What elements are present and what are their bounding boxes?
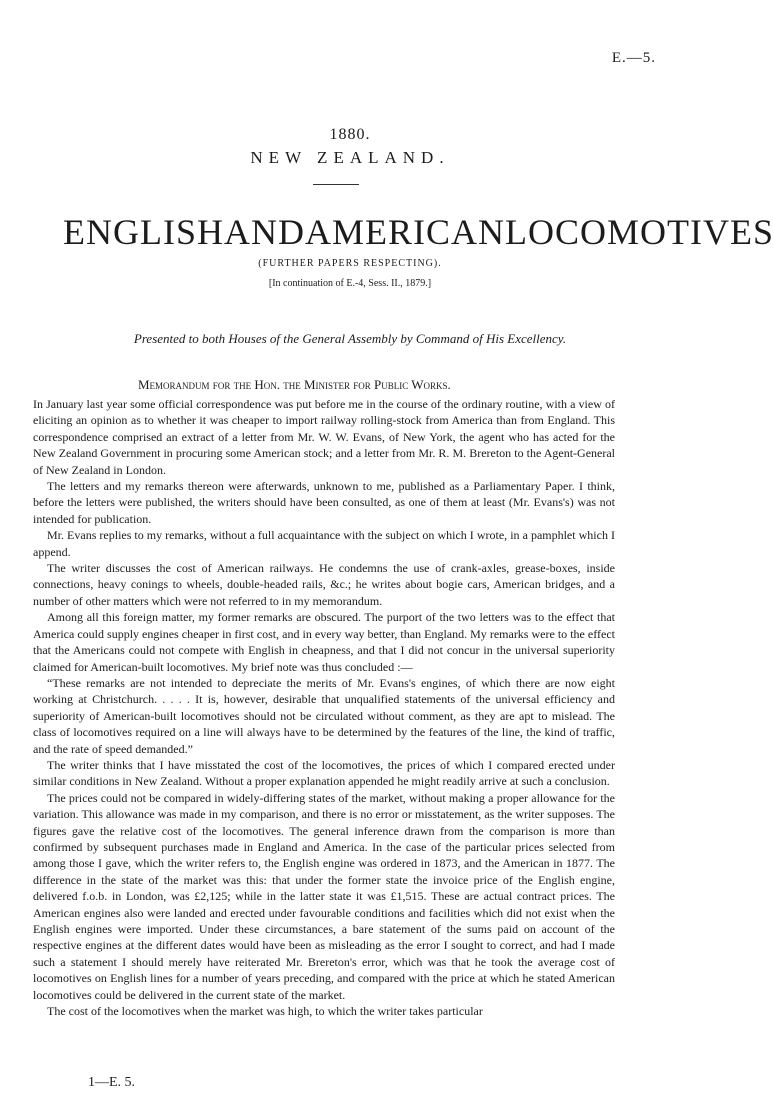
quoted-paragraph: “These remarks are not intended to depreciate the merits of Mr. Evans's engines, of which there are now eight working at Christchurch. . . . . It is, however, desirable that unqualified statements of the universal efficiency and superiority of American-built locomotives should not be circulated without comment, as they are apt to mislead. The class of locomotives required on a line will always have to be determined by the features of the line, the kind of traffic, and the rate of speed demanded.” — [33, 675, 615, 756]
continuation-note: [In continuation of E.-4, Sess. II., 1879.] — [268, 278, 432, 289]
paragraph: In January last year some official correspondence was put before me in the course of the ordinary routine, with a view of eliciting an opinion as to whether it was cheaper to import railway rolling-stock from America than from England. This correspondence comprised an extract of a letter from Mr. W. W. Evans, of New York, the agent who has acted for the New Zealand Government in procuring some American stock; and a letter from Mr. R. M. Brereton to the Agent-General of New Zealand in London. — [33, 397, 615, 477]
title-word: AMERICAN — [304, 212, 505, 252]
paragraph: Among all this foreign matter, my former remarks are obscured. The purport of the two letters was to the effect that America could supply engines cheaper in first cost, and in every way better, than England. My remarks were to the effect that the Americans could not compete with English in cheapness, and that I did not concur in the universal superiority claimed for American-built locomotives. My brief note was thus concluded :— — [33, 610, 615, 674]
title-word: AND — [223, 212, 305, 252]
title-word: ENGLISH — [63, 212, 224, 252]
memorandum-heading: Memorandum for the Hon. the Minister for Public Works. — [138, 377, 451, 392]
publication-year: 1880. — [329, 126, 371, 143]
paragraph: The cost of the locomotives when the market was high, to which the writer takes particular — [47, 1004, 483, 1019]
presentation-line: Presented to both Houses of the General Assembly by Command of His Excellency. — [133, 331, 567, 346]
document-subtitle: (FURTHER PAPERS RESPECTING). — [258, 258, 442, 269]
title-divider — [313, 184, 359, 185]
country-heading: NEW ZEALAND. — [250, 148, 450, 167]
page-folio: E.—5. — [611, 50, 656, 66]
paragraph: The prices could not be compared in widely-differing states of the market, without making a proper allowance for the variation. This allowance was made in my comparison, and there is no error or misstatement, as the writer supposes. The figures gave the relative cost of the locomotives. The general inference drawn from the comparison is more than confirmed by subsequent purchases made in England and America. In the case of the particular prices selected from among those I gave, which the writer refers to, the English engine was ordered in 1873, and the American in 1877. The difference in the state of the market was this: that under the former state the invoice price of the English engine, delivered f.o.b. in London, was £2,125; while in the latter state it was £1,515. These are actual contract prices. The American engines also were landed and erected under favourable conditions and facilities which did not exist when the English engines were imported. Under these circumstances, a bare statement of the sums paid on account of the respective engines at the different dates would have been as misleading as the error I sought to correct, and had I made such a statement I should merely have reiterated Mr. Brereton's error, which was that he took the average cost of locomotives on English lines for a number of years preceding, and compared with the price at which he stated American locomotives could be delivered in the current state of the market. — [33, 790, 615, 1002]
document-title — [63, 212, 774, 252]
paragraph: The letters and my remarks thereon were afterwards, unknown to me, published as a Parliamentary Paper. I think, before the letters were published, the writers should have been consulted, as one of them at least (Mr. Evans's) was not intended for publication. — [33, 479, 615, 526]
title-word: LOCOMOTIVES — [505, 212, 774, 252]
paragraph: Mr. Evans replies to my remarks, without a full acquaintance with the subject on which I wrote, in a pamphlet which I append. — [33, 528, 615, 559]
signature-reference: 1—E. 5. — [88, 1075, 136, 1090]
paragraph: The writer thinks that I have misstated the cost of the locomotives, the prices of which I compared erected under similar conditions in New Zealand. Without a proper explanation appended he might readily arrive at such a conclusion. — [33, 757, 615, 789]
memorandum-body — [33, 396, 615, 1019]
paragraph: The writer discusses the cost of American railways. He condemns the use of crank-axles, grease-boxes, inside connections, heavy conings to wheels, double-headed rails, &c.; he writes about bogie cars, American bridges, and a number of other matters which were not referred to in my memorandum. — [33, 561, 615, 608]
